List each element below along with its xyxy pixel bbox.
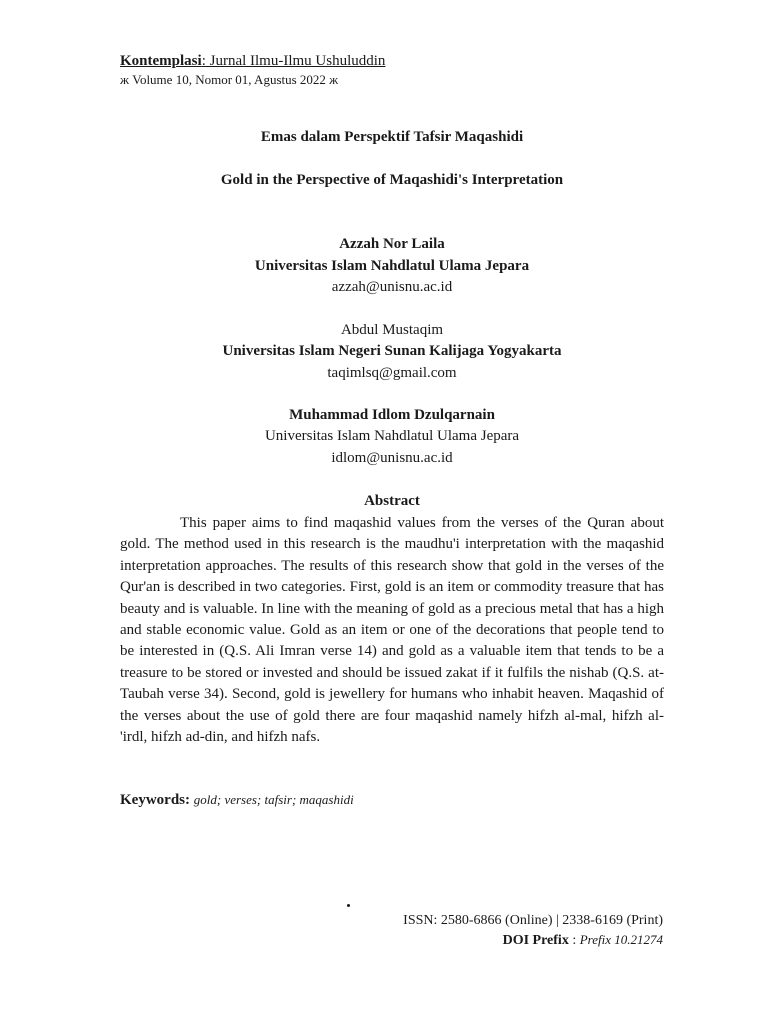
author-3-affiliation: Universitas Islam Nahdlatul Ulama Jepara — [264, 428, 520, 444]
doi-value: Prefix 10.21274 — [579, 932, 663, 947]
doi-separator: : — [568, 933, 580, 948]
title-indonesian: Emas dalam Perspektif Tafsir Maqashidi — [260, 129, 524, 145]
abstract-body: This paper aims to find maqashid values from the verses of the Quran about gold. The method used in this research is the maudhu'i interpretation with the maqashid interpretation approaches. The results of this research show that gold in the verses of the Qur'an is described in two categories. First, gold is an item or commodity treasure that has beauty and is valuable. In line with the meaning of gold as a precious metal that has a high and stable economic value. Gold as an item or one of the decorations that people tend to be interested in (Q.S. Ali Imran verse 14) and gold as a valuable item that tends to be a treasure to be stored or invested and should be issued zakat if it fulfils the nishab (Q.S. at-Taubah verse 34). Second, gold is jewellery for humans who inhabit heaven. Maqashid of the verses about the use of gold there are four maqashid namely hifzh al-mal, hifzh al-'irdl, hifzh ad-din, and hifzh nafs. — [120, 515, 664, 746]
author-2-name: Abdul Mustaqim — [340, 322, 444, 338]
volume-line: ж Volume 10, Nomor 01, Agustus 2022 ж — [120, 72, 339, 87]
author-2-affiliation: Universitas Islam Negeri Sunan Kalijaga Yogyakarta — [222, 343, 562, 359]
keywords-label: Keywords: — [120, 792, 190, 808]
author-1-email: azzah@unisnu.ac.id — [331, 279, 453, 295]
footer-dot — [347, 904, 350, 907]
journal-subtitle: : Jurnal Ilmu-Ilmu Ushuluddin — [201, 53, 386, 69]
author-1-name: Azzah Nor Laila — [339, 236, 445, 252]
author-2-email: taqimlsq@gmail.com — [327, 365, 457, 381]
title-english: Gold in the Perspective of Maqashidi's Interpretation — [220, 172, 564, 188]
issn-line: ISSN: 2580-6866 (Online) | 2338-6169 (Print) — [403, 913, 663, 928]
doi-label: DOI Prefix — [502, 933, 569, 948]
author-3-email: idlom@unisnu.ac.id — [331, 450, 453, 466]
author-1-affiliation: Universitas Islam Nahdlatul Ulama Jepara — [254, 258, 530, 274]
keywords-values: gold; verses; tafsir; maqashidi — [193, 792, 354, 807]
journal-name: Kontemplasi — [120, 53, 202, 69]
journal-title — [120, 53, 385, 70]
doi-line — [503, 932, 663, 949]
abstract-heading: Abstract — [364, 493, 420, 509]
keywords — [120, 792, 354, 809]
author-3-name: Muhammad Idlom Dzulqarnain — [289, 407, 495, 423]
